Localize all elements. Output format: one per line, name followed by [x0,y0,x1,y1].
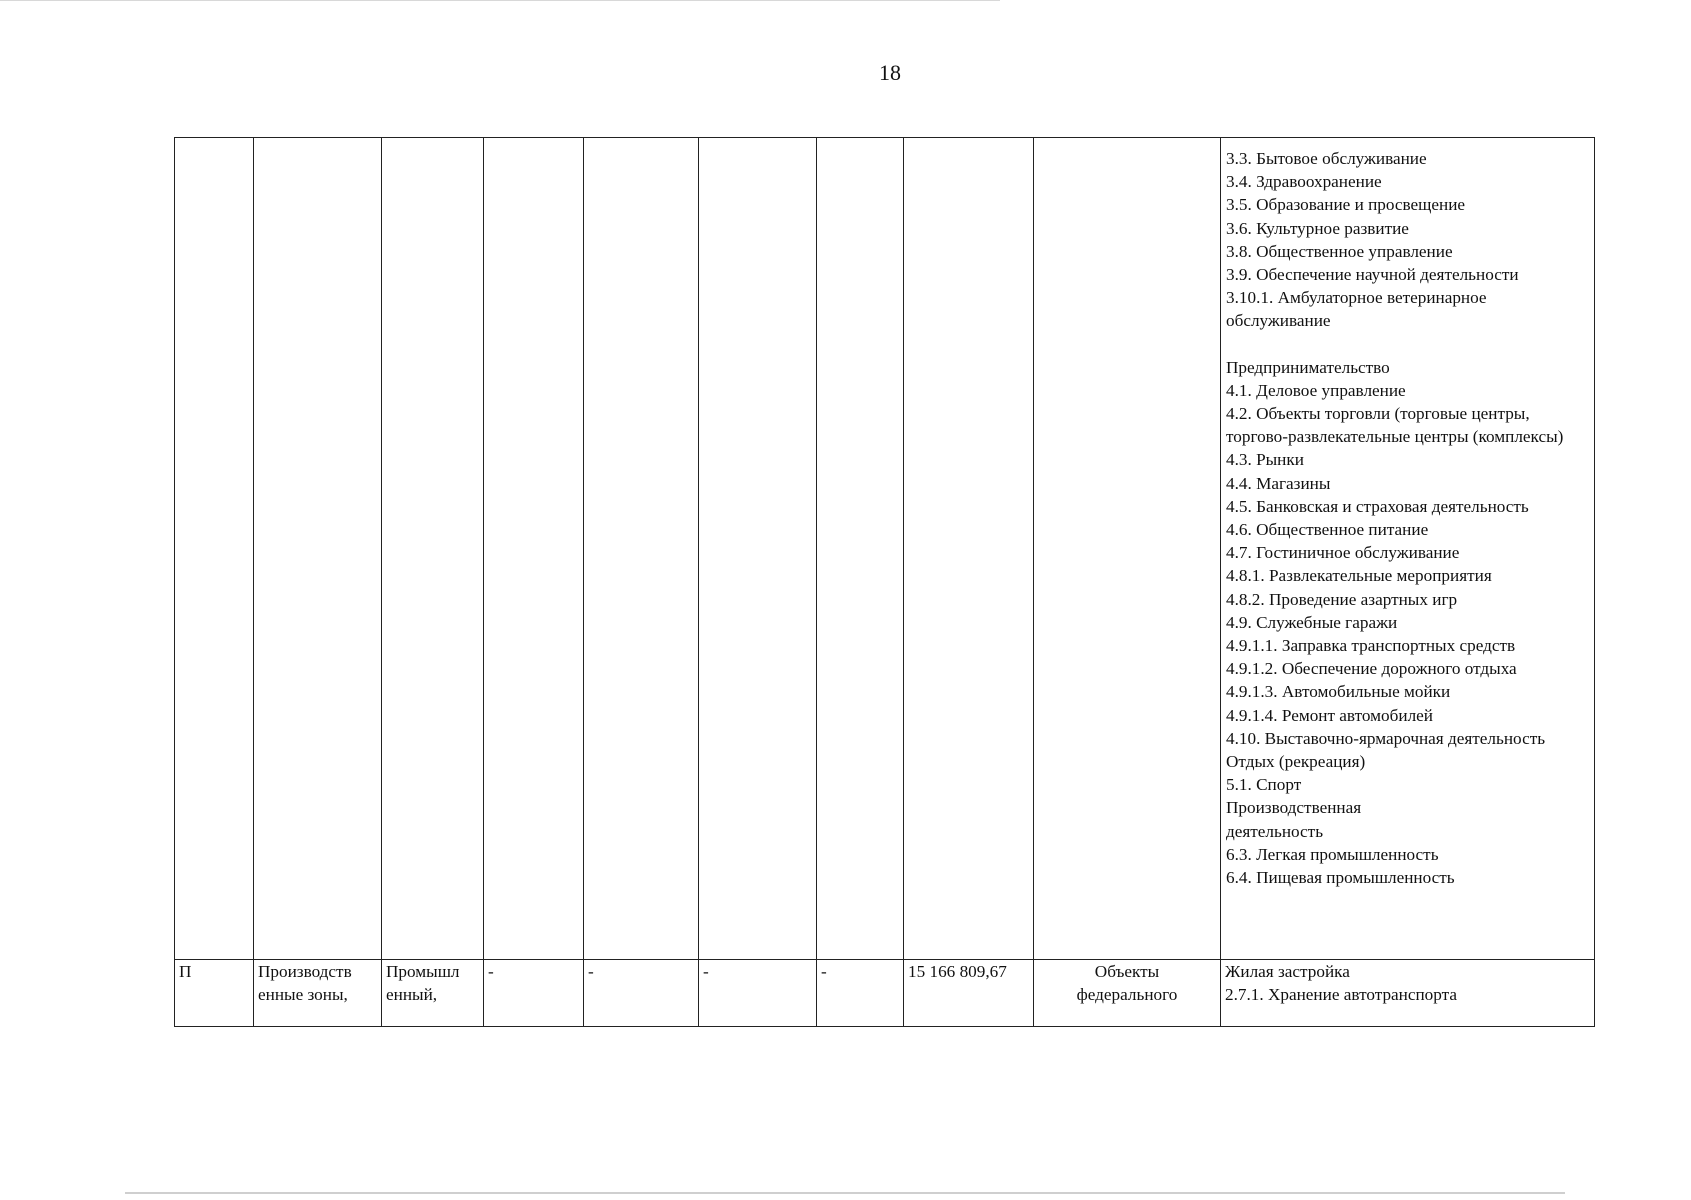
permitted-uses-list [1226,147,1590,889]
empty-cell [175,138,254,960]
zone-name-cell: Производств енные зоны, [254,960,382,1027]
empty-cell [584,138,699,960]
permitted-use-item: 4.3. Рынки [1226,450,1304,470]
permitted-use-item: 3.5. Образование и просвещение [1226,195,1466,215]
permitted-use-item: 4.8.2. Проведение азартных игр [1226,589,1458,609]
zone-code-cell: П [175,960,254,1027]
permitted-use-item: 4.5. Банковская и страховая деятельность [1226,496,1529,516]
dash-cell: - [699,960,817,1027]
permitted-use-item: 6.4. Пищевая промышленность [1226,868,1455,888]
permitted-use-item: 3.4. Здравоохранение [1226,172,1382,192]
permitted-use-item: Отдых (рекреация) [1226,752,1366,772]
permitted-use-item: 4.10. Выставочно-ярмарочная деятельность [1226,728,1546,748]
permitted-use-item: 3.9. Обеспечение научной деятельности [1226,265,1519,285]
permitted-use-item: 4.7. Гостиничное обслуживание [1226,543,1460,563]
dash-cell: - [817,960,904,1027]
empty-cell [699,138,817,960]
empty-cell [904,138,1034,960]
zone-type-cell: Промышл енный, [382,960,484,1027]
empty-cell [382,138,484,960]
dash-cell: - [584,960,699,1027]
permitted-use-item: 4.1. Деловое управление [1226,380,1406,400]
permitted-use-item: 5.1. Спорт [1226,775,1302,795]
permitted-use-item: 3.10.1. Амбулаторное ветеринарное обслуживание [1226,288,1491,331]
permitted-use-item: 4.9. Служебные гаражи [1226,612,1398,632]
permitted-use-item [1226,333,1590,356]
permitted-use-item: 4.4. Магазины [1226,473,1331,493]
permitted-use-item: 3.3. Бытовое обслуживание [1226,149,1427,168]
permitted-use-item: 4.2. Объекты торговли (торговые центры, торгово-развлекательные центры (комплексы) [1226,404,1564,447]
permitted-use-item: Производственная деятельность [1226,798,1362,841]
permitted-uses-cell [1221,138,1595,960]
permitted-use-item: Предпринимательство [1226,357,1390,377]
permitted-use-item: 3.6. Культурное развитие [1226,218,1409,238]
zoning-table [174,137,1595,1027]
page-number: 18 [879,60,901,85]
permitted-use-item: 4.6. Общественное питание [1226,520,1429,540]
objects-cell: Объекты федерального [1034,960,1221,1027]
permitted-use-item: 4.9.1.2. Обеспечение дорожного отдыха [1226,659,1517,679]
empty-cell [254,138,382,960]
empty-cell [817,138,904,960]
permitted-use-item: 4.9.1.3. Автомобильные мойки [1226,682,1451,702]
permitted-use-item: 4.8.1. Развлекательные мероприятия [1226,566,1492,586]
permitted-use-item: 4.9.1.4. Ремонт автомобилей [1226,705,1433,725]
permitted-uses-cell: Жилая застройка 2.7.1. Хранение автотранспорта [1221,960,1595,1027]
permitted-use-item: 6.3. Легкая промышленность [1226,844,1439,864]
permitted-use-item: 4.9.1.1. Заправка транспортных средств [1226,636,1516,656]
permitted-use-item: 3.8. Общественное управление [1226,241,1453,261]
table-row-production-zone [175,960,1595,1027]
dash-cell: - [484,960,584,1027]
table-row-continuation [175,138,1595,960]
empty-cell [484,138,584,960]
area-value-cell: 15 166 809,67 [904,960,1034,1027]
empty-cell [1034,138,1221,960]
scan-top-edge [0,0,1000,1]
scan-bottom-edge [125,1192,1565,1194]
